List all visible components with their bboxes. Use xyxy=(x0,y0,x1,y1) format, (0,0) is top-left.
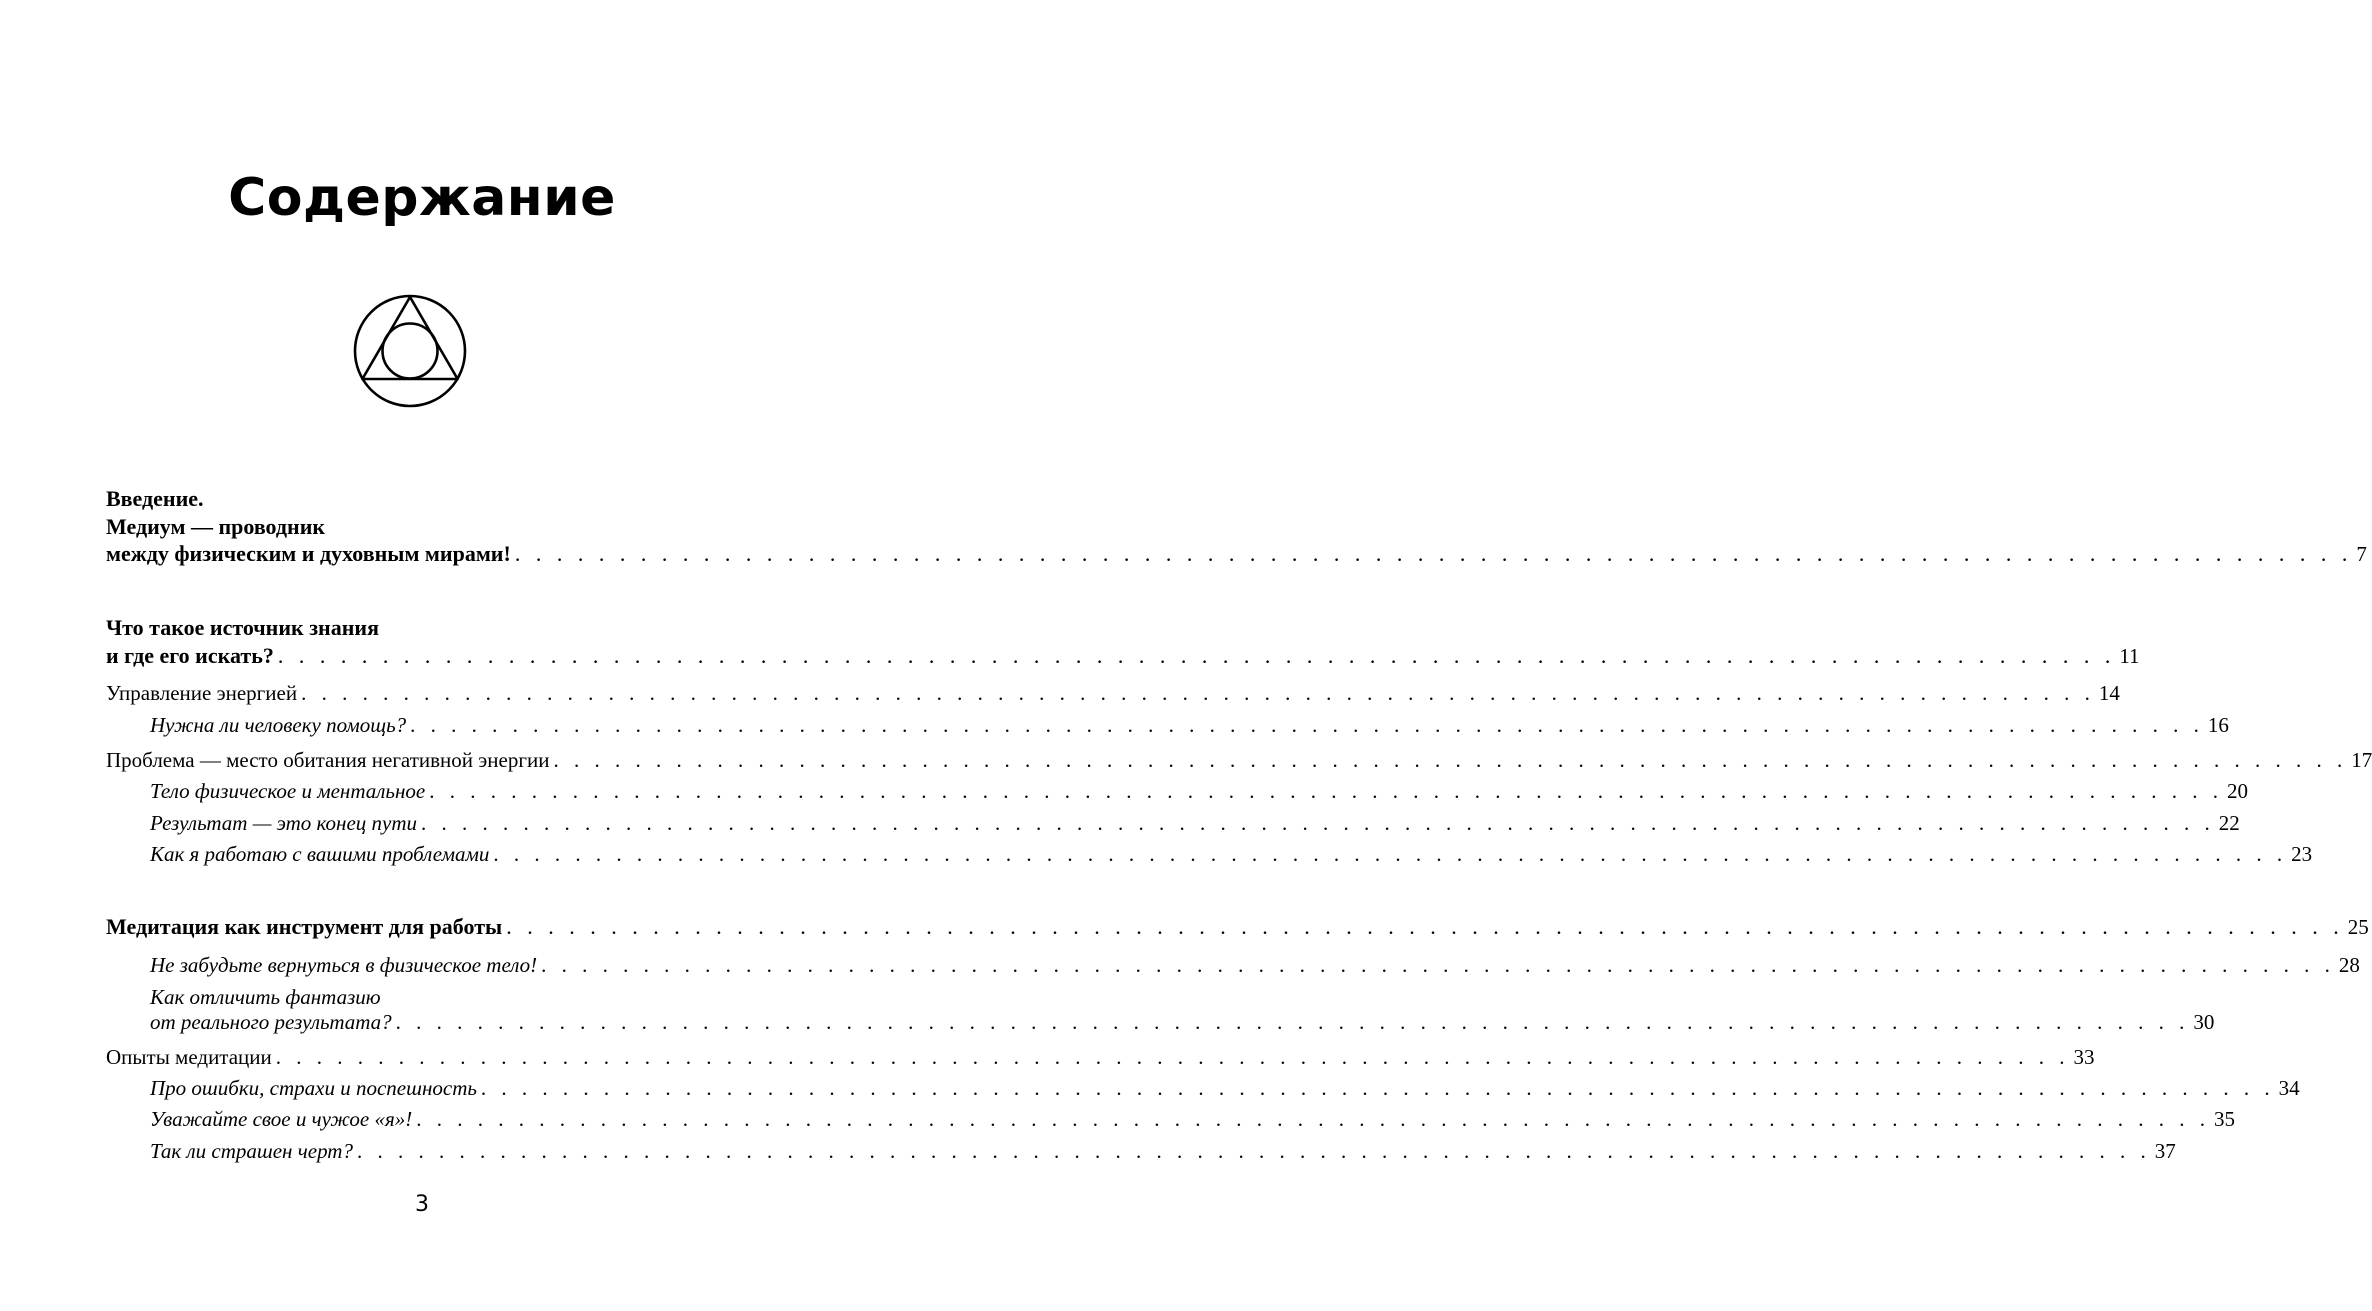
toc-entry-result[interactable]: Результат — это конец пути . . . . . . . . . . . . . . . . . . . . . . . . . . . . . . . . . . . . . . . . . . . . . . . . . . . . . . . . . . . . . . . . . . . . . . . . . . . . . . . . . . . . . . . . 22 xyxy=(150,811,2240,835)
dot-leader: . . . . . . . . . . . . . . . . . . . . . . . . . . . . . . . . . . . . . . . . . . . . . . . . . . . . . . . . . . . . . . . . . . . . . . . . . . . . . . . . . . . . . . . . xyxy=(506,914,2344,939)
dot-leader: . . . . . . . . . . . . . . . . . . . . . . . . . . . . . . . . . . . . . . . . . . . . . . . . . . . . . . . . . . . . . . . . . . . . . . . . . . . . . . . . . . . . . . . . xyxy=(541,953,2335,977)
toc-entry-mistakes[interactable]: Про ошибки, страхи и поспешность . . . . . . . . . . . . . . . . . . . . . . . . . . . . . . . . . . . . . . . . . . . . . . . . . . . . . . . . . . . . . . . . . . . . . . . . . . . . . . . . . . . . . . . . 34 xyxy=(150,1076,2300,1100)
dot-leader: . . . . . . . . . . . . . . . . . . . . . . . . . . . . . . . . . . . . . . . . . . . . . . . . . . . . . . . . . . . . . . . . . . . . . . . . . . . . . . . . . . . . . . . . xyxy=(553,748,2348,772)
dot-leader: . . . . . . . . . . . . . . . . . . . . . . . . . . . . . . . . . . . . . . . . . . . . . . . . . . . . . . . . . . . . . . . . . . . . . . . . . . . . . . . . . . . . . . . . xyxy=(493,842,2288,866)
toc-entry-respect[interactable]: Уважайте свое и чужое «я»! . . . . . . . . . . . . . . . . . . . . . . . . . . . . . . . . . . . . . . . . . . . . . . . . . . . . . . . . . . . . . . . . . . . . . . . . . . . . . . . . . . . . . . . . 35 xyxy=(150,1107,2235,1131)
table-of-contents xyxy=(106,0,2372,1311)
page-number: 23 xyxy=(2291,842,2313,866)
page-number: 14 xyxy=(2098,681,2120,705)
page-title: Содержание xyxy=(228,168,616,228)
toc-entry-energy-management[interactable]: Управление энергией . . . . . . . . . . . . . . . . . . . . . . . . . . . . . . . . . . . . . . . . . . . . . . . . . . . . . . . . . . . . . . . . . . . . . . . . . . . . . . . . . . . . . . . . 14 xyxy=(106,681,2120,705)
page-number: 16 xyxy=(2207,713,2229,737)
toc-entry-meditation-experience[interactable]: Опыты медитации . . . . . . . . . . . . . . . . . . . . . . . . . . . . . . . . . . . . . . . . . . . . . . . . . . . . . . . . . . . . . . . . . . . . . . . . . . . . . . . . . . . . . . . . 33 xyxy=(106,1045,2095,1069)
page-number: 28 xyxy=(2338,953,2360,977)
page-number: 22 xyxy=(2218,811,2240,835)
toc-entry-how-i-work[interactable]: Как я работаю с вашими проблемами . . . . . . . . . . . . . . . . . . . . . . . . . . . . . . . . . . . . . . . . . . . . . . . . . . . . . . . . . . . . . . . . . . . . . . . . . . . . . . . . . . . . . . . . 23 xyxy=(150,842,2313,866)
toc-entry-fantasy-line-2[interactable]: от реального результата? . . . . . . . . . . . . . . . . . . . . . . . . . . . . . . . . . . . . . . . . . . . . . . . . . . . . . . . . . . . . . . . . . . . . . . . . . . . . . . . . . . . . . . . . 30 xyxy=(150,1010,2215,1034)
dot-leader: . . . . . . . . . . . . . . . . . . . . . . . . . . . . . . . . . . . . . . . . . . . . . . . . . . . . . . . . . . . . . . . . . . . . . . . . . . . . . . . . . . . . . . . . xyxy=(514,541,2353,566)
dot-leader: . . . . . . . . . . . . . . . . . . . . . . . . . . . . . . . . . . . . . . . . . . . . . . . . . . . . . . . . . . . . . . . . . . . . . . . . . . . . . . . . . . . . . . . . xyxy=(480,1076,2275,1100)
page-number: 25 xyxy=(2347,915,2369,939)
dot-leader: . . . . . . . . . . . . . . . . . . . . . . . . . . . . . . . . . . . . . . . . . . . . . . . . . . . . . . . . . . . . . . . . . . . . . . . . . . . . . . . . . . . . . . . . xyxy=(277,643,2116,668)
dot-leader: . . . . . . . . . . . . . . . . . . . . . . . . . . . . . . . . . . . . . . . . . . . . . . . . . . . . . . . . . . . . . . . . . . . . . . . . . . . . . . . . . . . . . . . . xyxy=(395,1010,2190,1034)
dot-leader: . . . . . . . . . . . . . . . . . . . . . . . . . . . . . . . . . . . . . . . . . . . . . . . . . . . . . . . . . . . . . . . . . . . . . . . . . . . . . . . . . . . . . . . . xyxy=(275,1045,2070,1069)
toc-entry-introduction-line-3[interactable]: между физическим и духовным мирами! . . . . . . . . . . . . . . . . . . . . . . . . . . . . . . . . . . . . . . . . . . . . . . . . . . . . . . . . . . . . . . . . . . . . . . . . . . . . . . . . . . . . . . . . 7 xyxy=(106,541,2367,566)
toc-entry-introduction-line-2[interactable]: Медиум — проводник xyxy=(106,514,326,539)
toc-entry-help[interactable]: Нужна ли человеку помощь? . . . . . . . . . . . . . . . . . . . . . . . . . . . . . . . . . . . . . . . . . . . . . . . . . . . . . . . . . . . . . . . . . . . . . . . . . . . . . . . . . . . . . . . . 16 xyxy=(150,713,2229,737)
dot-leader: . . . . . . . . . . . . . . . . . . . . . . . . . . . . . . . . . . . . . . . . . . . . . . . . . . . . . . . . . . . . . . . . . . . . . . . . . . . . . . . . . . . . . . . . xyxy=(410,713,2204,737)
toc-entry-introduction-line-1[interactable]: Введение. xyxy=(106,486,204,511)
page-number: 30 xyxy=(2193,1010,2215,1034)
page-number-folio: 3 xyxy=(415,1192,429,1217)
dot-leader: . . . . . . . . . . . . . . . . . . . . . . . . . . . . . . . . . . . . . . . . . . . . . . . . . . . . . . . . . . . . . . . . . . . . . . . . . . . . . . . . . . . . . . . . xyxy=(416,1107,2210,1131)
toc-entry-knowledge-line-1[interactable]: Что такое источник знания xyxy=(106,615,379,640)
toc-entry-return-body[interactable]: Не забудьте вернуться в физическое тело! . . . . . . . . . . . . . . . . . . . . . . . . . . . . . . . . . . . . . . . . . . . . . . . . . . . . . . . . . . . . . . . . . . . . . . . . . . . . . . . . . . . . . . . . 28 xyxy=(150,953,2360,977)
dot-leader: . . . . . . . . . . . . . . . . . . . . . . . . . . . . . . . . . . . . . . . . . . . . . . . . . . . . . . . . . . . . . . . . . . . . . . . . . . . . . . . . . . . . . . . . xyxy=(421,811,2215,835)
dot-leader: . . . . . . . . . . . . . . . . . . . . . . . . . . . . . . . . . . . . . . . . . . . . . . . . . . . . . . . . . . . . . . . . . . . . . . . . . . . . . . . . . . . . . . . . xyxy=(429,779,2223,803)
toc-entry-problem[interactable]: Проблема — место обитания негативной энергии . . . . . . . . . . . . . . . . . . . . . . . . . . . . . . . . . . . . . . . . . . . . . . . . . . . . . . . . . . . . . . . . . . . . . . . . . . . . . . . . . . . . . . . . 17 xyxy=(106,748,2372,772)
page-number: 35 xyxy=(2214,1107,2235,1131)
dot-leader: . . . . . . . . . . . . . . . . . . . . . . . . . . . . . . . . . . . . . . . . . . . . . . . . . . . . . . . . . . . . . . . . . . . . . . . . . . . . . . . . . . . . . . . . xyxy=(301,681,2095,705)
toc-entry-body[interactable]: Тело физическое и ментальное . . . . . . . . . . . . . . . . . . . . . . . . . . . . . . . . . . . . . . . . . . . . . . . . . . . . . . . . . . . . . . . . . . . . . . . . . . . . . . . . . . . . . . . . 20 xyxy=(150,779,2248,803)
page-number: 20 xyxy=(2226,779,2248,803)
page-number: 37 xyxy=(2154,1139,2176,1163)
toc-entry-fantasy-line-1[interactable]: Как отличить фантазию xyxy=(150,985,381,1009)
toc-entry-knowledge-line-2[interactable]: и где его искать? . . . . . . . . . . . . . . . . . . . . . . . . . . . . . . . . . . . . . . . . . . . . . . . . . . . . . . . . . . . . . . . . . . . . . . . . . . . . . . . . . . . . . . . . 11 xyxy=(106,643,2140,668)
page-number: 7 xyxy=(2356,542,2367,566)
toc-entry-meditation[interactable]: Медитация как инструмент для работы . . . . . . . . . . . . . . . . . . . . . . . . . . . . . . . . . . . . . . . . . . . . . . . . . . . . . . . . . . . . . . . . . . . . . . . . . . . . . . . . . . . . . . . . 25 xyxy=(106,914,2369,939)
page-number: 33 xyxy=(2073,1045,2095,1069)
toc-entry-devil[interactable]: Так ли страшен черт? . . . . . . . . . . . . . . . . . . . . . . . . . . . . . . . . . . . . . . . . . . . . . . . . . . . . . . . . . . . . . . . . . . . . . . . . . . . . . . . . . . . . . . . . 37 xyxy=(150,1139,2176,1163)
page-number: 17 xyxy=(2351,748,2372,772)
page-number: 11 xyxy=(2119,644,2140,668)
page-number: 34 xyxy=(2278,1076,2300,1100)
dot-leader: . . . . . . . . . . . . . . . . . . . . . . . . . . . . . . . . . . . . . . . . . . . . . . . . . . . . . . . . . . . . . . . . . . . . . . . . . . . . . . . . . . . . . . . . xyxy=(356,1139,2151,1163)
